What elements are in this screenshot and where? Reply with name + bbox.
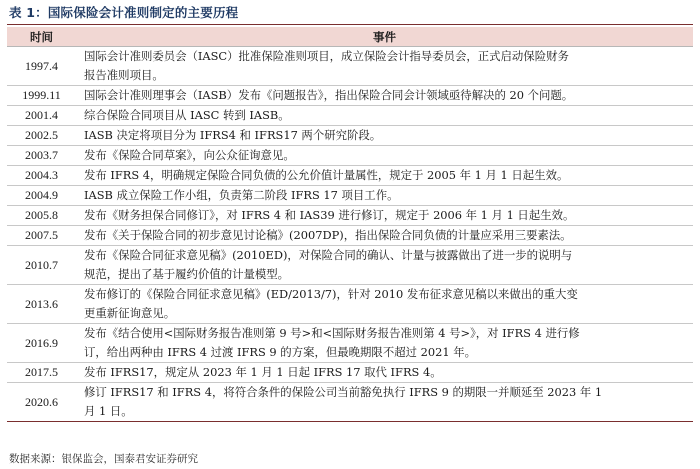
row-time: 2003.7 (7, 146, 76, 166)
event-text-line: 规范，提出了基于履约价值的计量模型。 (84, 267, 290, 281)
table-body (7, 47, 693, 422)
event-text-line: IASB 决定将项目分为 IFRS4 和 IFRS17 两个研究阶段。 (84, 128, 382, 142)
row-time: 2017.5 (7, 363, 76, 383)
table-row (7, 246, 693, 285)
row-time: 2005.8 (7, 206, 76, 226)
row-event (76, 383, 693, 422)
row-time: 1997.4 (7, 47, 76, 86)
row-time: 2010.7 (7, 246, 76, 285)
event-text-line: 发布《保险合同草案》，向公众征询意见。 (84, 148, 295, 162)
table-row (7, 146, 693, 166)
data-source-note: 数据来源：银保监会，国泰君安证券研究 (9, 453, 198, 465)
table-row (7, 166, 693, 186)
row-event (76, 285, 693, 324)
table-row (7, 383, 693, 422)
row-time: 2004.3 (7, 166, 76, 186)
row-time: 2013.6 (7, 285, 76, 324)
row-event (76, 126, 693, 146)
row-time: 2016.9 (7, 324, 76, 363)
table-row (7, 363, 693, 383)
event-text-line: 综合保险合同项目从 IASC 转到 IASB。 (84, 108, 290, 122)
row-event (76, 324, 693, 363)
event-text-line: 发布《关于保险合同的初步意见讨论稿》(2007DP)，指出保险合同负债的计量应采用三要素法。 (84, 228, 572, 242)
row-time: 1999.11 (7, 86, 76, 106)
event-text-line: 月 1 日。 (84, 404, 133, 418)
row-event (76, 246, 693, 285)
table-row (7, 324, 693, 363)
event-text-line: 订，给出两种由 IFRS 4 过渡 IFRS 9 的方案，但最晚期限不超过 2021 年。 (84, 345, 476, 359)
row-event (76, 226, 693, 246)
row-event (76, 206, 693, 226)
event-text-line: 发布 IFRS 4，明确规定保险合同负债的公允价值计量属性，规定于 2005 年 1 月 1 日起生效。 (84, 168, 569, 182)
row-time: 2001.4 (7, 106, 76, 126)
event-text-line: 发布《结合使用<国际财务报告准则第 9 号>和<国际财务报告准则第 4 号>》，对 IFRS 4 进行修 (84, 326, 580, 340)
table-caption: 表 1：国际保险会计准则制定的主要历程 (9, 5, 239, 20)
row-event (76, 146, 693, 166)
event-text-line: 更重新征询意见。 (84, 306, 176, 320)
event-text-line: 报告准则项目。 (84, 68, 164, 82)
event-text-line: 国际会计准则理事会（IASB）发布《问题报告》，指出保险合同会计领域亟待解决的 20 个问题。 (84, 88, 574, 102)
table-row (7, 126, 693, 146)
event-text-line: 发布《财务担保合同修订》，对 IFRS 4 和 IAS39 进行修订，规定于 2006 年 1 月 1 日起生效。 (84, 208, 575, 222)
event-text-line: 修订 IFRS17 和 IFRS 4，将符合条件的保险公司当前豁免执行 IFRS 9 的期限一并顺延至 2023 年 1 (84, 385, 603, 399)
row-event (76, 86, 693, 106)
row-event (76, 106, 693, 126)
event-text-line: 发布修订的《保险合同征求意见稿》(ED/2013/7)，针对 2010 发布征求意见稿以来做出的重大变 (84, 287, 578, 301)
history-table (7, 27, 693, 422)
event-text-line: 发布 IFRS17，规定从 2023 年 1 月 1 日起 IFRS 17 取代 IFRS 4。 (84, 365, 442, 379)
event-text-line: IASB 成立保险工作小组，负责第二阶段 IFRS 17 项目工作。 (84, 188, 399, 202)
caption-divider (7, 24, 693, 25)
header-event: 事件 (76, 27, 693, 47)
header-time: 时间 (7, 27, 76, 47)
row-event (76, 363, 693, 383)
row-event (76, 47, 693, 86)
row-time: 2004.9 (7, 186, 76, 206)
row-time: 2002.5 (7, 126, 76, 146)
table-row (7, 206, 693, 226)
table-row (7, 186, 693, 206)
event-text-line: 国际会计准则委员会（IASC）批准保险准则项目，成立保险会计指导委员会，正式启动保险财务 (84, 49, 569, 63)
table-row (7, 106, 693, 126)
row-event (76, 186, 693, 206)
table-row (7, 285, 693, 324)
row-time: 2020.6 (7, 383, 76, 422)
table-row (7, 86, 693, 106)
table-row (7, 226, 693, 246)
row-time: 2007.5 (7, 226, 76, 246)
event-text-line: 发布《保险合同征求意见稿》(2010ED)，对保险合同的确认、计量与披露做出了进一步的说明与 (84, 248, 573, 262)
table-row (7, 47, 693, 86)
table-header-row (7, 27, 693, 47)
row-event (76, 166, 693, 186)
